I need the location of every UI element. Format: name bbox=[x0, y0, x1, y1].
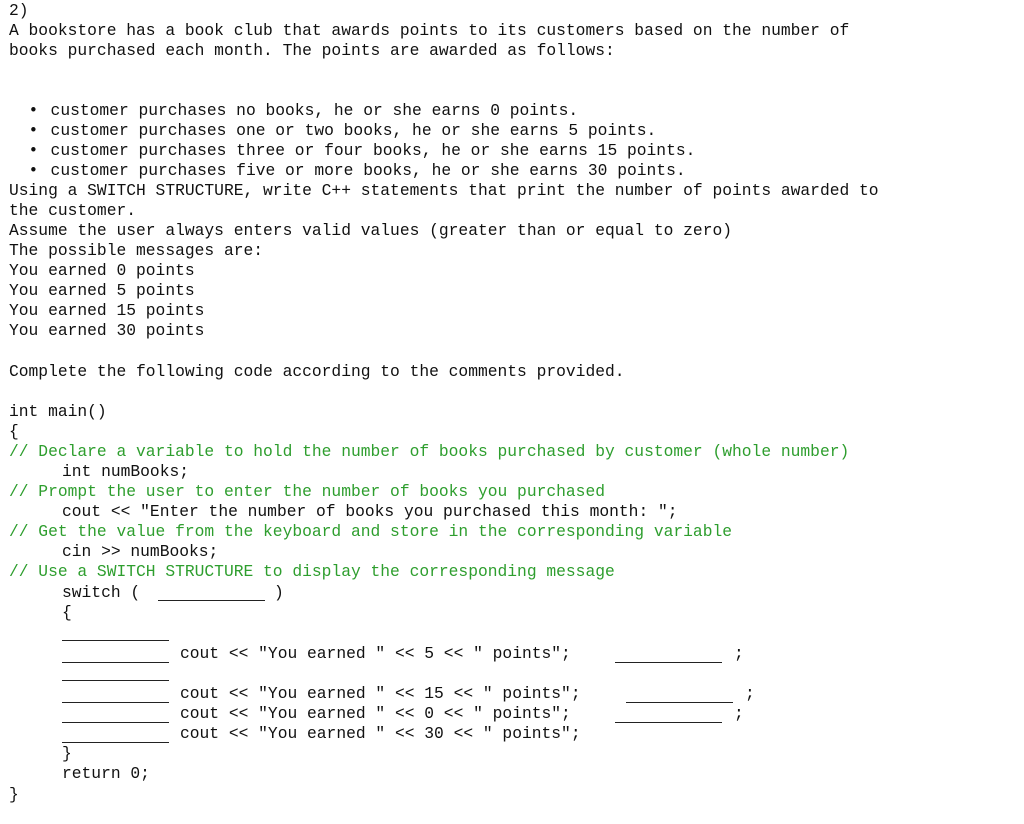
main-close-brace: } bbox=[9, 785, 19, 804]
intro-line-1: A bookstore has a book club that awards points to its customers based on the number of bbox=[9, 21, 850, 40]
assume-line: Assume the user always enters valid values (greater than or equal to zero) bbox=[9, 221, 733, 240]
comment-prompt: // Prompt the user to enter the number of books you purchased bbox=[9, 482, 605, 501]
semicolon: ; bbox=[745, 684, 755, 703]
message-line: You earned 0 points bbox=[9, 261, 195, 280]
bullet-icon: • bbox=[28, 101, 39, 120]
message-line: You earned 5 points bbox=[9, 281, 195, 300]
task-line-2: the customer. bbox=[9, 201, 137, 220]
bullet-text: customer purchases one or two books, he or she earns 5 points. bbox=[50, 121, 657, 140]
cout-15-statement: cout << "You earned " << 15 << " points"; bbox=[180, 684, 581, 703]
bullet-text: customer purchases three or four books, he or she earns 15 points. bbox=[50, 141, 696, 160]
switch-open-brace: { bbox=[62, 603, 72, 622]
main-open-brace: { bbox=[9, 422, 19, 441]
bullet-item bbox=[9, 121, 696, 160]
cin-statement: cin >> numBooks; bbox=[62, 542, 219, 561]
case-label-blank[interactable] bbox=[62, 680, 169, 681]
intro-line-2: books purchased each month. The points are awarded as follows: bbox=[9, 41, 615, 60]
cout-0-statement: cout << "You earned " << 0 << " points"; bbox=[180, 704, 571, 723]
switch-expression-blank[interactable] bbox=[158, 600, 265, 601]
semicolon: ; bbox=[734, 704, 744, 723]
bullet-text: customer purchases no books, he or she earns 0 points. bbox=[50, 101, 579, 120]
comment-get-value: // Get the value from the keyboard and store in the corresponding variable bbox=[9, 522, 733, 541]
break-blank[interactable] bbox=[615, 722, 722, 723]
semicolon: ; bbox=[734, 644, 744, 663]
bullet-icon: • bbox=[28, 141, 39, 160]
bullet-item bbox=[9, 81, 579, 120]
break-blank[interactable] bbox=[615, 662, 722, 663]
switch-close-brace: } bbox=[62, 744, 72, 763]
default-label-blank[interactable] bbox=[62, 742, 169, 743]
case-label-blank[interactable] bbox=[62, 662, 169, 663]
complete-instruction: Complete the following code according to the comments provided. bbox=[9, 362, 625, 381]
task-line-1: Using a SWITCH STRUCTURE, write C++ statements that print the number of points awarded to bbox=[9, 181, 879, 200]
main-signature: int main() bbox=[9, 402, 107, 421]
bullet-item bbox=[9, 101, 657, 140]
break-blank[interactable] bbox=[626, 702, 733, 703]
message-line: You earned 15 points bbox=[9, 301, 205, 320]
messages-heading: The possible messages are: bbox=[9, 241, 264, 260]
declaration-statement: int numBooks; bbox=[62, 462, 190, 481]
switch-close-paren: ) bbox=[274, 583, 284, 602]
prompt-statement: cout << "Enter the number of books you purchased this month: "; bbox=[62, 502, 678, 521]
case-label-blank[interactable] bbox=[62, 640, 169, 641]
message-line: You earned 30 points bbox=[9, 321, 205, 340]
problem-number: 2) bbox=[9, 1, 29, 20]
case-label-blank[interactable] bbox=[62, 702, 169, 703]
return-statement: return 0; bbox=[62, 764, 150, 783]
cout-30-statement: cout << "You earned " << 30 << " points"; bbox=[180, 724, 581, 743]
comment-switch: // Use a SWITCH STRUCTURE to display the corresponding message bbox=[9, 562, 615, 581]
bullet-text: customer purchases five or more books, he or she earns 30 points. bbox=[50, 161, 686, 180]
cout-5-statement: cout << "You earned " << 5 << " points"; bbox=[180, 644, 571, 663]
switch-keyword: switch ( bbox=[62, 583, 141, 602]
bullet-icon: • bbox=[28, 161, 39, 180]
bullet-item bbox=[9, 141, 686, 180]
bullet-icon: • bbox=[28, 121, 39, 140]
comment-declare: // Declare a variable to hold the number of books purchased by customer (whole number) bbox=[9, 442, 850, 461]
case-label-blank[interactable] bbox=[62, 722, 169, 723]
